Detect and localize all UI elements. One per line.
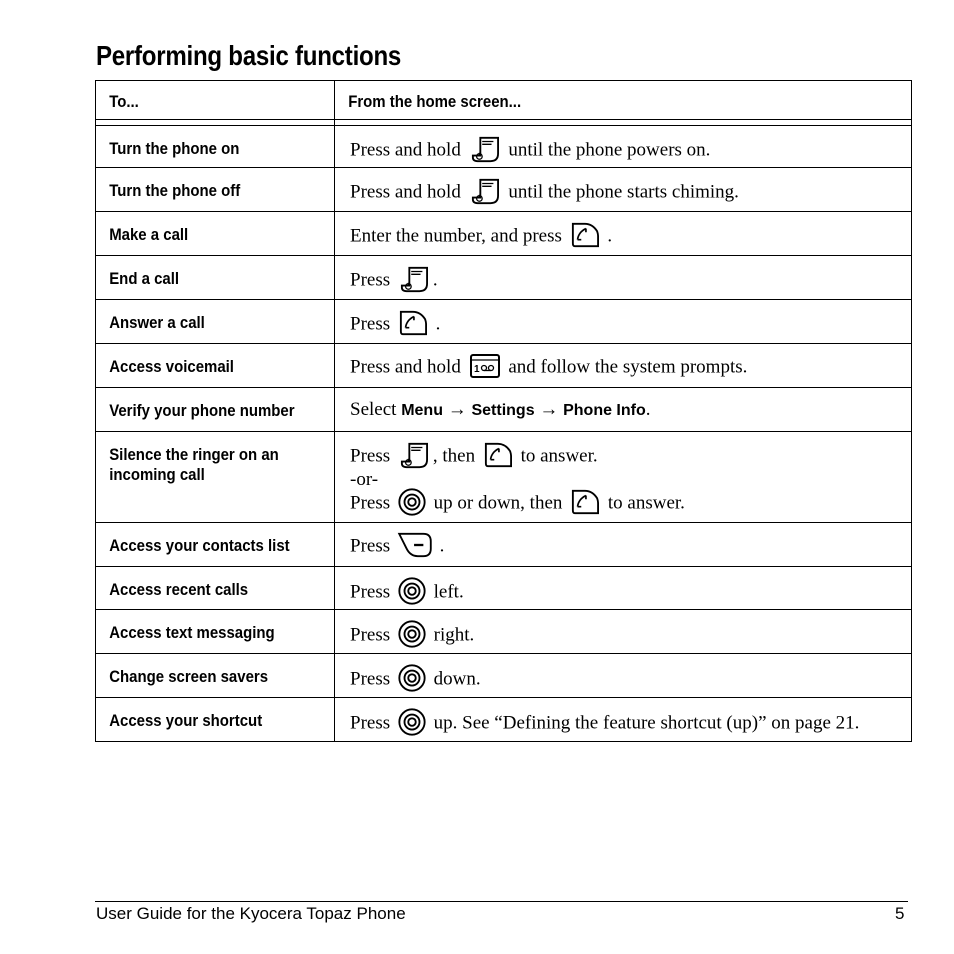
table-header-row (96, 81, 912, 120)
send-key-icon (482, 441, 514, 469)
instruction: Press . (335, 523, 911, 560)
instruction: Press and hold and follow the system prompts. (335, 344, 911, 381)
send-key-icon (397, 309, 429, 337)
task-label: Turn the phone on (109, 139, 240, 158)
page-number: 5 (895, 904, 905, 923)
table-row (96, 567, 912, 610)
instruction: Press . (335, 300, 911, 339)
arrow: → (447, 399, 467, 420)
table-row (96, 698, 912, 742)
table-row (96, 610, 912, 654)
navigation-key-icon (397, 487, 427, 517)
task-label: Access text messaging (109, 623, 275, 642)
table-row (96, 168, 912, 212)
table-row (96, 300, 912, 344)
send-key-icon (569, 488, 601, 516)
table-row (96, 523, 912, 567)
or-separator: -or- (350, 469, 379, 490)
navigation-key-icon (397, 576, 427, 606)
end-power-key-icon (468, 135, 502, 163)
table-row (96, 126, 912, 168)
end-power-key-icon (468, 177, 502, 205)
menu-label: Menu (401, 402, 443, 419)
navigation-key-icon (397, 619, 427, 649)
task-label: Turn the phone off (109, 181, 241, 200)
instruction: Enter the number, and press . (335, 212, 911, 251)
task-label: Change screen savers (109, 667, 269, 686)
header-to: To... (109, 92, 139, 111)
instruction: Press up. See “Defining the feature shortcut (up)” on page 21. (335, 698, 911, 739)
settings-label: Settings (471, 402, 535, 419)
functions-table (95, 80, 912, 742)
table-row (96, 212, 912, 256)
task-label: Verify your phone number (109, 401, 295, 420)
voicemail-1-key-icon (468, 353, 502, 379)
instruction: Press left. (335, 567, 911, 608)
instruction: Press and hold until the phone powers on. (335, 126, 911, 165)
phone-info-label: Phone Info (563, 402, 646, 419)
end-power-key-icon (397, 441, 431, 469)
task-label: End a call (109, 269, 180, 288)
right-softkey-icon (397, 532, 433, 558)
instruction: Press and hold until the phone starts chiming. (335, 168, 911, 207)
footer-title: User Guide for the Kyocera Topaz Phone (96, 904, 406, 923)
task-label: Access your contacts list (109, 536, 290, 555)
instruction: Press , then to answer. -or- Press up or down, then to answer. (335, 432, 911, 519)
table-row (96, 388, 912, 432)
send-key-icon (569, 221, 601, 249)
task-label: Silence the ringer on an incoming call (109, 445, 279, 484)
task-label: Make a call (109, 225, 189, 244)
task-label: Access voicemail (109, 357, 234, 376)
task-label: Answer a call (109, 313, 205, 332)
table-row (96, 654, 912, 698)
navigation-key-icon (397, 707, 427, 737)
arrow: → (539, 399, 559, 420)
table-row (96, 344, 912, 388)
footer-rule (95, 901, 908, 902)
header-from-home: From the home screen... (348, 92, 522, 111)
page-title: Performing basic functions (96, 40, 402, 71)
task-label: Access your shortcut (109, 711, 263, 730)
instruction: Press down. (335, 654, 911, 695)
end-power-key-icon (397, 265, 431, 293)
navigation-key-icon (397, 663, 427, 693)
instruction: Press right. (335, 610, 911, 651)
table-row (96, 256, 912, 300)
instruction: Select Menu → Settings → Phone Info. (350, 399, 651, 420)
task-label: Access recent calls (109, 580, 249, 599)
instruction: Press . (335, 256, 911, 295)
table-row (96, 432, 912, 523)
